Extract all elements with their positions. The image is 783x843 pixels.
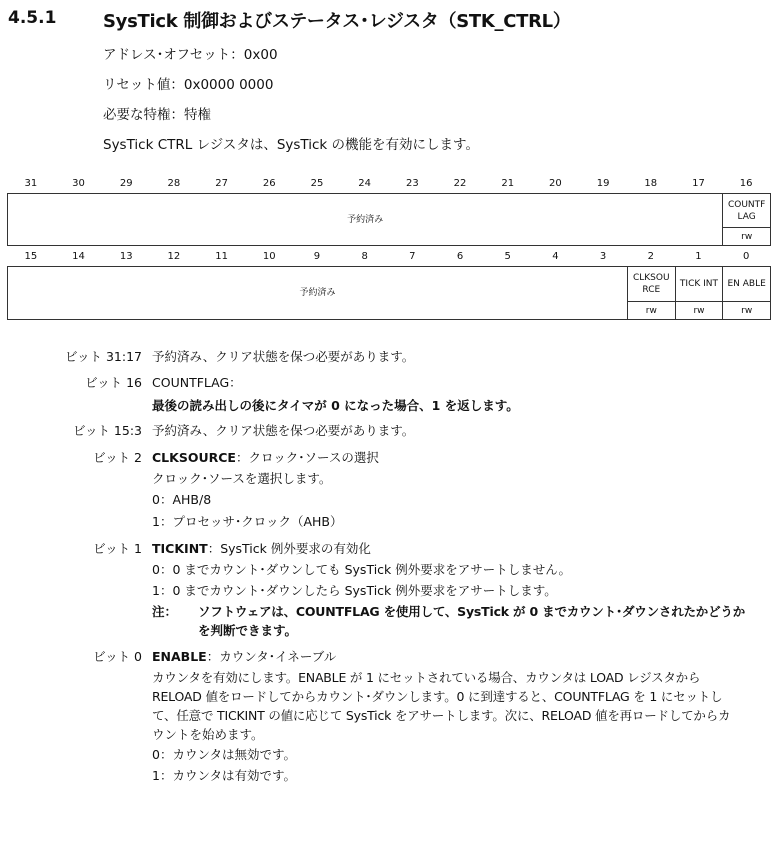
bit-15-3-label: ビット 15:3 — [72, 423, 142, 438]
bit-number: 25 — [310, 178, 324, 189]
bit-2-line1: クロック･ソースを選択します。 — [152, 471, 332, 486]
bit-number: 24 — [358, 178, 372, 189]
bit-number: 30 — [72, 178, 85, 189]
bit-number: 28 — [167, 178, 181, 189]
countflag-access: rw — [741, 231, 753, 242]
bit-16-name: COUNTFLAG： — [152, 375, 242, 390]
bit-2-label: ビット 2 — [93, 450, 142, 465]
register-summary: SysTick CTRL レジスタは、SysTick の機能を有効にします。 — [103, 137, 479, 153]
note-line-1: ソフトウェアは、COUNTFLAG を使用して、SysTick が 0 までカウント･ダウンされたかどうか — [198, 604, 746, 619]
bit-31-17-label: ビット 31:17 — [65, 349, 142, 364]
bit-number: 2 — [647, 251, 654, 262]
bit-number: 1 — [695, 251, 702, 262]
bit-number: 16 — [739, 178, 753, 189]
bit-31-17-text: 予約済み、クリア状態を保つ必要があります。 — [152, 349, 415, 364]
bit-number: 11 — [215, 251, 228, 262]
bit-number: 6 — [456, 251, 464, 262]
required-privilege: 必要な特権：特権 — [103, 107, 211, 123]
register-upper-row — [7, 193, 771, 246]
bit-0-para-1: カウンタを有効にします。ENABLE が 1 にセットされている場合、カウンタは LOAD レジスタから — [152, 670, 701, 685]
bit-number: 19 — [596, 178, 610, 189]
bit-0-title — [152, 647, 336, 665]
clksource-field — [628, 267, 676, 320]
bit-0-para-2: RELOAD 値をロードしてからカウント･ダウンします。0 に到達すると、COUNTFLAG を 1 にセットし — [152, 689, 723, 704]
reserved-field-lower: 予約済み — [8, 267, 628, 320]
bit-16-label: ビット 16 — [85, 375, 142, 390]
address-offset: アドレス･オフセット：0x00 — [103, 47, 278, 63]
register-lower-row — [7, 266, 771, 320]
tickint-field — [676, 267, 724, 320]
bit-number: 3 — [599, 251, 607, 262]
bit-number: 21 — [501, 178, 515, 189]
bit-2-option-1: 1：プロセッサ･クロック（AHB） — [152, 514, 343, 529]
bit-number: 14 — [72, 251, 85, 262]
bit-number: 4 — [552, 251, 559, 262]
bit-0-title-rest: ：カウンタ･イネーブル — [206, 649, 337, 664]
reserved-field-upper: 予約済み — [8, 194, 723, 246]
enable-field — [723, 267, 771, 320]
bit-number: 23 — [405, 178, 419, 189]
enable-access: rw — [741, 305, 753, 316]
bit-1-title-rest: ：SysTick 例外要求の有効化 — [207, 541, 371, 556]
tickint-access: rw — [693, 305, 705, 316]
bit-16-text: 最後の読み出しの後にタイマが 0 になった場合、1 を返します。 — [152, 398, 519, 413]
bit-number: 13 — [119, 251, 133, 262]
bit-number: 18 — [644, 178, 658, 189]
bit-number: 17 — [692, 178, 705, 189]
bit-0-option-1: 1：カウンタは有効です。 — [152, 768, 296, 783]
bit-number: 10 — [262, 251, 276, 262]
bit-number: 26 — [262, 178, 276, 189]
bit-0-para-4: ウントを始めます。 — [152, 727, 264, 742]
bit-1-label: ビット 1 — [93, 541, 142, 556]
lower-bit-numbers — [7, 251, 770, 262]
bit-0-name: ENABLE — [152, 649, 207, 664]
countflag-field — [723, 194, 771, 246]
bit-number: 8 — [361, 251, 368, 262]
clksource-access: rw — [645, 305, 657, 316]
tickint-name: TICK INT — [676, 267, 723, 302]
section-number: 4.5.1 — [8, 8, 57, 28]
note-line-2: を判断できます。 — [198, 623, 298, 638]
bit-2-title-rest: ：クロック･ソースの選択 — [235, 450, 379, 465]
bit-number: 20 — [549, 178, 562, 189]
bit-0-label: ビット 0 — [93, 649, 142, 664]
clksource-name: CLKSOU RCE — [628, 267, 675, 302]
bit-number: 5 — [504, 251, 511, 262]
bit-0-para-3: て、任意で TICKINT の値に応じて SysTick をアサートします。次に、RELOAD 値を再ロードしてからカ — [152, 708, 731, 723]
bit-1-option-0: 0：0 までカウント･ダウンしても SysTick 例外要求をアサートしません。 — [152, 562, 572, 577]
reset-value: リセット値：0x0000 0000 — [103, 77, 274, 93]
bit-number: 7 — [409, 251, 416, 262]
bit-number: 31 — [24, 178, 38, 189]
bit-2-name: CLKSOURCE — [152, 450, 236, 465]
section-title: SysTick 制御およびステータス･レジスタ（STK_CTRL） — [103, 11, 571, 32]
bit-0-option-0: 0：カウンタは無効です。 — [152, 747, 296, 762]
bit-number: 12 — [167, 251, 181, 262]
bit-2-option-0: 0：AHB/8 — [152, 492, 212, 507]
bit-1-title — [152, 539, 371, 557]
bit-number: 9 — [313, 251, 321, 262]
bit-number: 0 — [742, 251, 750, 262]
bit-number: 15 — [24, 251, 38, 262]
bit-number: 22 — [453, 178, 467, 189]
bit-1-name: TICKINT — [152, 541, 208, 556]
countflag-name: COUNTF LAG — [723, 194, 770, 228]
bit-number: 29 — [119, 178, 133, 189]
upper-bit-numbers — [7, 178, 770, 189]
bit-15-3-text: 予約済み、クリア状態を保つ必要があります。 — [152, 423, 415, 438]
note-label: 注： — [152, 604, 178, 619]
bit-1-option-1: 1：0 までカウント･ダウンしたら SysTick 例外要求をアサートします。 — [152, 583, 557, 598]
enable-name: EN ABLE — [723, 267, 770, 302]
bit-2-title — [152, 448, 379, 466]
bit-number: 27 — [215, 178, 228, 189]
